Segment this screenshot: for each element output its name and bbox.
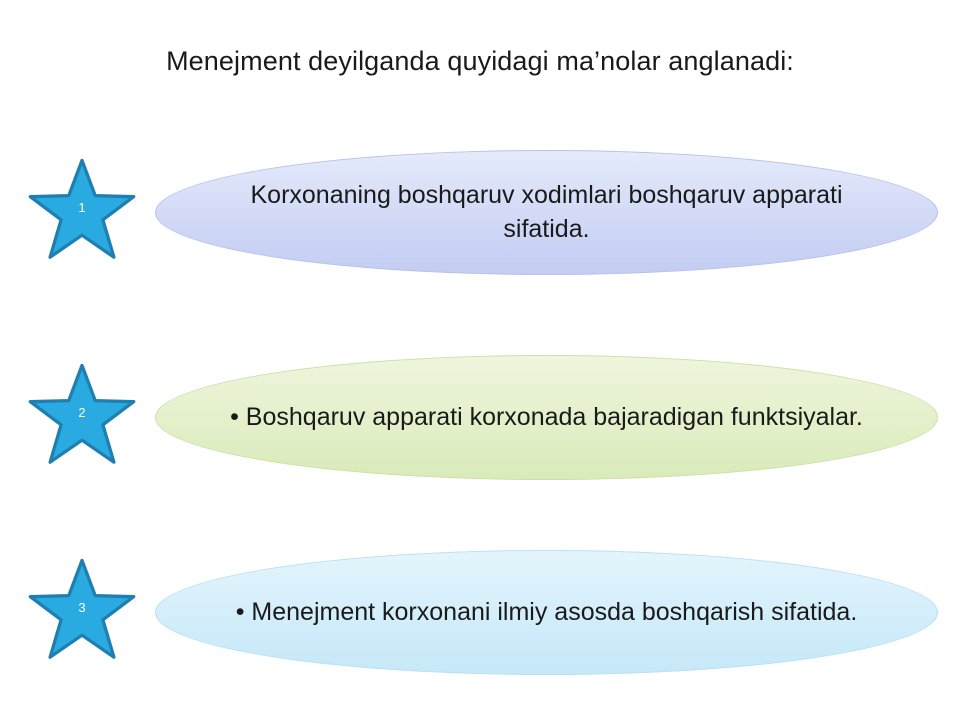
star-icon (27, 361, 137, 471)
star-badge-2 (27, 361, 137, 471)
star-badge-1 (27, 156, 137, 266)
ellipse-text-1: Korxonaning boshqaruv xodimlari boshqaruv apparati sifatida. (250, 180, 843, 243)
star-number-label: 2 (78, 405, 86, 420)
content-ellipse-3 (155, 550, 938, 675)
star-icon (27, 156, 137, 266)
ellipse-text-2: • Boshqaruv apparati korxonada bajaradigan funktsiyalar. (230, 402, 863, 431)
list-item (0, 355, 960, 495)
list-item (0, 550, 960, 690)
ellipse-text-3: • Menejment korxonani ilmiy asosda boshqarish sifatida. (235, 597, 858, 626)
list-item (0, 150, 960, 290)
star-badge-3 (27, 556, 137, 666)
star-number-label: 1 (78, 200, 86, 215)
page-title: Menejment deyilganda quyidagi ma’nolar anglanadi: (166, 46, 794, 76)
content-ellipse-2 (155, 355, 938, 480)
star-number-label: 3 (78, 600, 86, 615)
star-icon (27, 556, 137, 666)
content-ellipse-1 (155, 150, 938, 275)
